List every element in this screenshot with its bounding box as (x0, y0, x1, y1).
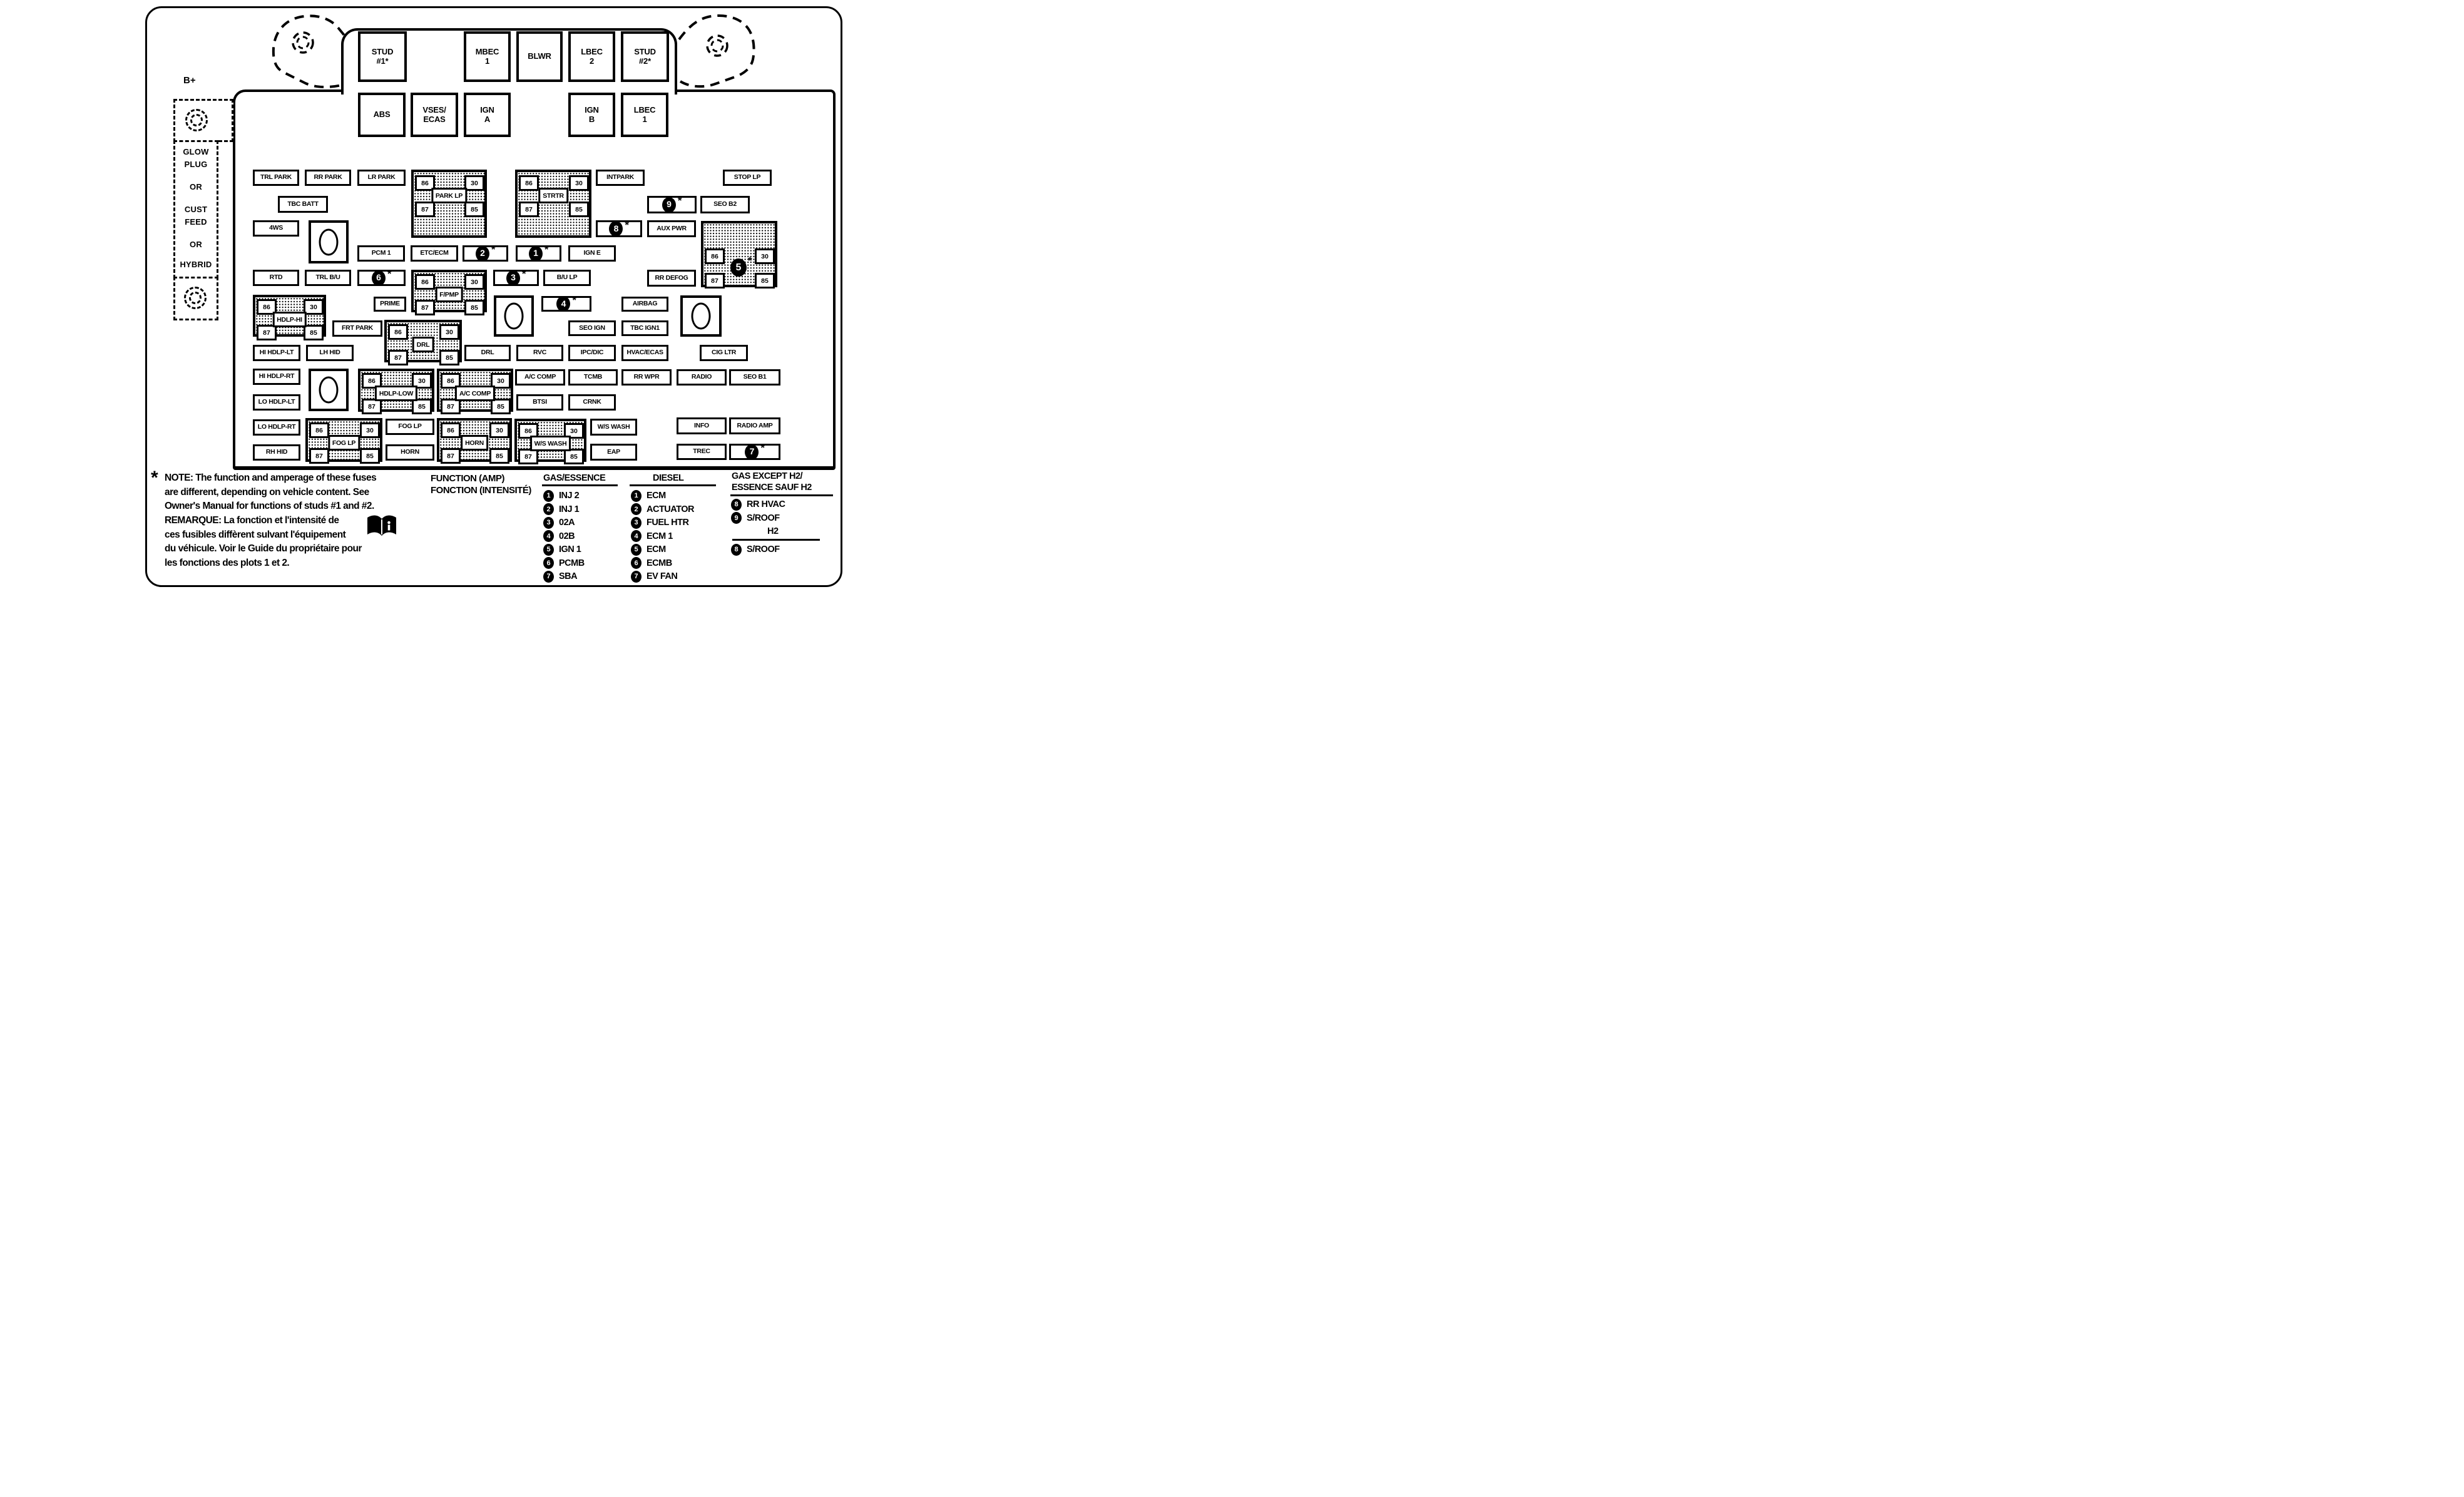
socket-fog-lp (305, 418, 382, 462)
glow-plug-feed-box (173, 140, 218, 278)
legend-number-circle: 1 (631, 490, 642, 502)
socket-pin-30: 30 (569, 175, 589, 191)
fuse-rr-park: RR PARK (305, 170, 351, 186)
socket-pin-85: 85 (569, 202, 589, 217)
socket-pin-30: 30 (439, 324, 459, 340)
socket-pin-85: 85 (412, 399, 432, 414)
fuse-horn: HORN (386, 444, 434, 461)
fuse-eap: EAP (590, 444, 637, 461)
socket-pin-87: 87 (309, 448, 329, 464)
legend-number-circle: 7 (543, 571, 554, 583)
socket-pin-85: 85 (304, 325, 324, 340)
socket-center-label: STRTR (538, 188, 568, 203)
socket-pin-86: 86 (441, 422, 461, 438)
legend-header: DIESEL (653, 473, 684, 483)
socket-center-label: A/C COMP (455, 386, 495, 401)
fuse-b-u-lp: B/U LP (543, 270, 591, 286)
legend-item-label: RR HVAC (747, 499, 785, 509)
fuse-airbag: AIRBAG (621, 297, 668, 312)
socket-pin-87: 87 (441, 448, 461, 464)
fuse-trl-park: TRL PARK (253, 170, 299, 186)
left-mount-bolt-icon (293, 33, 313, 53)
socket-pin-86: 86 (309, 422, 329, 438)
socket-pin-87: 87 (362, 399, 382, 414)
lower-bolt-icon-inner (189, 292, 202, 304)
legend-item-label: EV FAN (647, 571, 678, 581)
socket-pin-30: 30 (491, 373, 511, 389)
legend-item (543, 490, 579, 501)
fuse-cig-ltr: CIG LTR (700, 345, 748, 361)
fuse-lo-hdlp-rt: LO HDLP-RT (253, 419, 300, 436)
fuse-number-circle: 4 (556, 296, 570, 312)
legend-number-circle: 5 (631, 544, 642, 556)
legend-item (731, 499, 785, 510)
fuse-lr-park: LR PARK (357, 170, 406, 186)
socket-a-c-comp (437, 369, 513, 412)
socket-center-label: HORN (461, 435, 488, 451)
relay-hole-icon (504, 303, 524, 330)
socket-pin-30: 30 (360, 422, 380, 438)
fuse-number-circle: 9 (662, 197, 676, 213)
socket-strtr (515, 170, 591, 238)
fuse-ipc-dic: IPC/DIC (568, 345, 616, 361)
fuse-frt-park: FRT PARK (332, 320, 382, 337)
fuse-hvac-ecas: HVAC/ECAS (621, 345, 668, 361)
socket-pin-30: 30 (412, 373, 432, 389)
socket-pin-30: 30 (489, 422, 509, 438)
legend-item-label: S/ROOF (747, 544, 780, 554)
fuse-rr-defog: RR DEFOG (647, 270, 696, 287)
socket-pin-87: 87 (441, 399, 461, 414)
socket-pin-86: 86 (519, 175, 539, 191)
socket-starred-5 (701, 221, 777, 287)
fuse-intpark: INTPARK (596, 170, 645, 186)
fuse-fog-lp: FOG LP (386, 419, 434, 435)
legend-item (731, 513, 780, 524)
fuse-rr-wpr: RR WPR (621, 369, 672, 386)
legend-number-circle: 9 (731, 512, 742, 524)
legend-item-label: SBA (559, 571, 578, 581)
relay-hole-icon (692, 303, 711, 330)
glow-feed-line: CUST (184, 205, 208, 214)
note-fr-line-2: ces fusibles diffèrent sulvant l'équipement (165, 529, 346, 540)
relay-hole-icon (319, 228, 339, 255)
relay-cavity: LBEC 2 (568, 31, 615, 82)
socket-center-label: HDLP-LOW (375, 386, 417, 401)
relay-cavity-round (309, 220, 349, 263)
socket-pin-87: 87 (257, 325, 277, 340)
legend-number-circle: 1 (543, 490, 554, 502)
right-mount-bolt-icon (707, 36, 727, 56)
fuse-rtd: RTD (253, 270, 299, 286)
starred-fuse-4 (541, 296, 591, 312)
relay-cavity: STUD #1* (358, 31, 407, 82)
fuse-drl: DRL (464, 345, 511, 361)
glow-feed-line: HYBRID (180, 260, 212, 269)
legend-number-circle: 7 (631, 571, 642, 583)
relay-cavity-round (494, 295, 534, 337)
asterisk-icon: * (521, 268, 526, 280)
socket-pin-85: 85 (489, 448, 509, 464)
socket-pin-85: 85 (491, 399, 511, 414)
starred-fuse-7 (729, 444, 780, 460)
socket-hdlp-hi (253, 295, 326, 337)
relay-cavity: IGN B (568, 93, 615, 137)
legend-item-label: PCMB (559, 558, 585, 568)
legend-item-label: ECM 1 (647, 531, 673, 541)
socket-pin-30: 30 (564, 423, 584, 439)
legend-number-circle: 5 (543, 544, 554, 556)
relay-cavity: LBEC 1 (621, 93, 668, 137)
fuse-rvc: RVC (516, 345, 563, 361)
socket-pin-85: 85 (564, 449, 584, 464)
legend-header: ESSENCE SAUF H2 (732, 483, 812, 493)
fuse-radio: RADIO (677, 369, 727, 386)
fuse-trec: TREC (677, 444, 727, 460)
relay-cavity: BLWR (516, 31, 563, 82)
owners-manual-book-icon (367, 514, 396, 538)
glow-feed-line: OR (190, 240, 202, 249)
socket-pin-86: 86 (415, 175, 435, 191)
legend-number-circle: 4 (543, 530, 554, 542)
socket-pin-87: 87 (705, 273, 725, 289)
socket-center-label: W/S WASH (530, 436, 571, 451)
legend-underline (732, 539, 820, 541)
legend-item-label: ECMB (647, 558, 672, 568)
fuse-etc-ecm: ETC/ECM (411, 245, 458, 262)
glow-feed-line: OR (190, 182, 202, 192)
socket-hdlp-low (358, 369, 434, 412)
fuse-4ws: 4WS (253, 220, 299, 237)
legend-number-circle: 8 (731, 544, 742, 556)
legend-item (631, 544, 666, 555)
legend-item-label: IGN 1 (559, 544, 581, 554)
fuse-hi-hdlp-rt: HI HDLP-RT (253, 369, 300, 385)
asterisk-icon: * (572, 294, 576, 306)
legend-function-line-2: FONCTION (INTENSITÉ) (431, 485, 531, 496)
legend-item (631, 531, 673, 542)
socket-pin-30: 30 (755, 248, 775, 264)
fuse-tbc-batt: TBC BATT (278, 196, 328, 213)
starred-fuse-6 (357, 270, 406, 286)
legend-item (731, 544, 780, 555)
fuse-hi-hdlp-lt: HI HDLP-LT (253, 345, 300, 361)
fuse-a-c-comp: A/C COMP (515, 369, 565, 386)
fuse-seo-b2: SEO B2 (700, 196, 750, 213)
legend-item-label: ACTUATOR (647, 504, 695, 514)
legend-item (543, 558, 585, 569)
relay-cavity: IGN A (464, 93, 511, 137)
starred-fuse-3 (493, 270, 539, 286)
asterisk-icon: * (760, 442, 765, 454)
legend-number-circle: 2 (543, 503, 554, 515)
socket-pin-86: 86 (362, 373, 382, 389)
fuse-lh-hid: LH HID (306, 345, 354, 361)
legend-item-label: INJ 2 (559, 491, 580, 501)
legend-item (543, 571, 577, 582)
socket-pin-85: 85 (755, 273, 775, 289)
legend-number-circle: 6 (543, 557, 554, 569)
relay-cavity: VSES/ ECAS (411, 93, 458, 137)
fuse-seo-ign: SEO IGN (568, 320, 616, 336)
socket-park-lp (411, 170, 487, 238)
relay-hole-icon (319, 377, 339, 404)
relay-cavity: ABS (358, 93, 406, 137)
socket-center-label: HDLP-HI (272, 312, 306, 327)
socket-pin-86: 86 (415, 274, 435, 290)
legend-item-label: 02B (559, 531, 575, 541)
fuse-number-circle: 1 (529, 246, 543, 262)
glow-feed-line: GLOW (183, 147, 209, 156)
fuse-radio-amp: RADIO AMP (729, 417, 780, 434)
socket-w-s-wash (514, 419, 586, 462)
relay-cavity: STUD #2* (621, 31, 669, 82)
socket-number-circle: 5 (730, 258, 747, 277)
note-fr-line-4: les fonctions des plots 1 et 2. (165, 558, 290, 568)
glow-feed-line: PLUG (184, 160, 208, 169)
socket-pin-87: 87 (415, 300, 435, 315)
legend-number-circle: 6 (631, 557, 642, 569)
fuse-prime: PRIME (374, 297, 406, 312)
relay-cavity-round (680, 295, 722, 337)
socket-pin-30: 30 (304, 299, 324, 315)
fuse-w-s-wash: W/S WASH (590, 419, 637, 436)
legend-item-label: INJ 1 (559, 504, 580, 514)
socket-center-label: PARK LP (431, 188, 467, 203)
socket-pin-85: 85 (464, 202, 484, 217)
legend-item (631, 517, 688, 528)
legend-item (543, 504, 579, 515)
legend-item (631, 490, 666, 501)
asterisk-icon: * (677, 195, 682, 207)
fuse-box-diagram (0, 0, 986, 599)
note-en-line-3: Owner's Manual for functions of studs #1 and #2. (165, 501, 374, 511)
socket-pin-86: 86 (441, 373, 461, 389)
legend-item (631, 571, 677, 582)
legend-item-label: ECM (647, 491, 666, 501)
socket-pin-86: 86 (705, 248, 725, 264)
starred-fuse-9 (647, 196, 697, 213)
fuse-number-circle: 8 (609, 221, 623, 237)
legend-number-circle: 8 (731, 499, 742, 511)
fuse-number-circle: 7 (745, 444, 759, 460)
fuse-tbc-ign1: TBC IGN1 (621, 320, 668, 336)
socket-pin-87: 87 (518, 449, 538, 464)
fuse-number-circle: 3 (506, 270, 520, 286)
legend-header: GAS/ESSENCE (543, 473, 606, 483)
fuse-ign-e: IGN E (568, 245, 616, 262)
relay-cavity-round (309, 369, 349, 411)
fuse-stop-lp: STOP LP (723, 170, 772, 186)
legend-number-circle: 3 (543, 517, 554, 529)
legend-item (543, 517, 575, 528)
socket-center-label: F/PMP (435, 287, 463, 302)
fuse-crnk: CRNK (568, 394, 616, 411)
fuse-tcmb: TCMB (568, 369, 618, 386)
socket-horn (437, 418, 512, 462)
legend-item (543, 544, 581, 555)
socket-f-pmp (411, 270, 487, 312)
right-mount-bolt-icon-inner (712, 40, 723, 51)
note-en-line-1: NOTE: The function and amperage of these fuses (165, 473, 377, 483)
legend-item (543, 531, 575, 542)
socket-pin-87: 87 (519, 202, 539, 217)
fuse-lo-hdlp-lt: LO HDLP-LT (253, 394, 300, 411)
note-fr-line-3: du véhicule. Voir le Guide du propriétaire pour (165, 543, 362, 554)
starred-fuse-8 (596, 220, 642, 237)
legend-function-line-1: FUNCTION (AMP) (431, 473, 504, 484)
fuse-number-circle: 6 (372, 270, 386, 286)
socket-drl (384, 320, 462, 362)
legend-subheader: H2 (767, 526, 779, 536)
socket-center-label: DRL (412, 337, 434, 352)
legend-underline (542, 484, 618, 486)
note-fr-line-1: REMARQUE: La fonction et l'intensité de (165, 515, 339, 526)
legend-item-label: 02A (559, 518, 575, 528)
socket-pin-87: 87 (388, 350, 408, 365)
legend-item-label: S/ROOF (747, 513, 780, 523)
starred-fuse-1 (516, 245, 561, 262)
fuse-pcm-1: PCM 1 (357, 245, 405, 262)
fuse-trl-b-u: TRL B/U (305, 270, 351, 286)
b-plus-bolt-icon-inner (190, 114, 203, 126)
socket-center-label: FOG LP (328, 435, 360, 451)
fuse-number-circle: 2 (476, 246, 489, 262)
socket-pin-87: 87 (415, 202, 435, 217)
asterisk-icon: * (387, 268, 392, 280)
legend-item (631, 558, 672, 569)
left-mount-bolt-icon-inner (297, 37, 309, 48)
socket-pin-85: 85 (464, 300, 484, 315)
relay-cavity: MBEC 1 (464, 31, 511, 82)
legend-number-circle: 3 (631, 517, 642, 529)
asterisk-icon: * (748, 255, 752, 267)
socket-pin-86: 86 (518, 423, 538, 439)
socket-pin-85: 85 (360, 448, 380, 464)
fuse-btsi: BTSI (516, 394, 563, 411)
glow-feed-line: FEED (185, 217, 207, 227)
asterisk-icon: * (625, 218, 629, 231)
fuse-seo-b1: SEO B1 (729, 369, 780, 386)
legend-item-label: ECM (647, 544, 666, 554)
b-plus-label: B+ (183, 75, 196, 86)
starred-fuse-2 (463, 245, 508, 262)
socket-pin-86: 86 (257, 299, 277, 315)
fuse-info: INFO (677, 417, 727, 434)
legend-number-circle: 2 (631, 503, 642, 515)
socket-pin-85: 85 (439, 350, 459, 365)
note-en-line-2: are different, depending on vehicle content. See (165, 487, 369, 498)
legend-header: GAS EXCEPT H2/ (732, 471, 803, 481)
asterisk-icon: * (491, 243, 496, 256)
legend-number-circle: 4 (631, 530, 642, 542)
socket-pin-30: 30 (464, 274, 484, 290)
legend-item-label: FUEL HTR (647, 518, 689, 528)
legend-underline (730, 494, 833, 496)
fuse-rh-hid: RH HID (253, 444, 300, 461)
note-asterisk: * (151, 467, 158, 488)
asterisk-icon: * (544, 243, 549, 256)
legend-item (631, 504, 694, 515)
fuse-aux-pwr: AUX PWR (647, 220, 696, 237)
socket-pin-30: 30 (464, 175, 484, 191)
socket-pin-86: 86 (388, 324, 408, 340)
legend-underline (630, 484, 716, 486)
